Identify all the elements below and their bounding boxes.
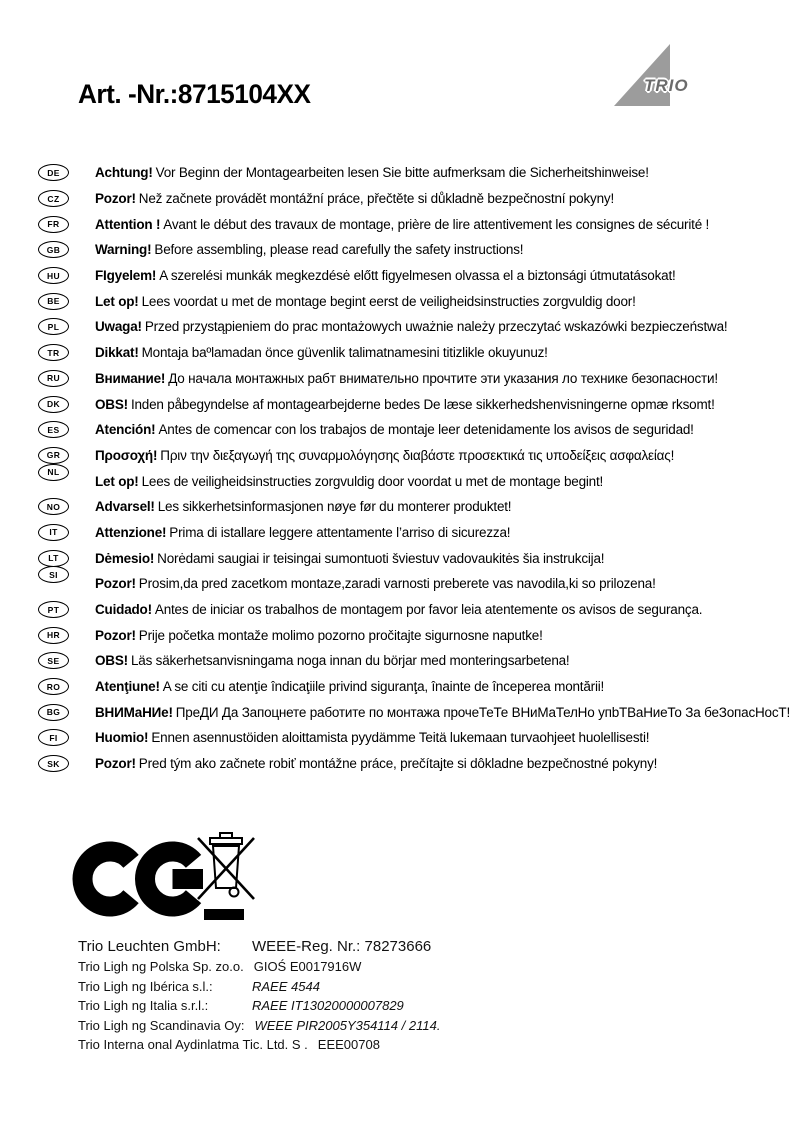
warning-sentence: Než začnete provádět montážní práce, přečtěte si důkladně bezpečnostní pokyny! bbox=[138, 191, 614, 207]
language-badge-hu: HU bbox=[38, 267, 69, 284]
warning-lead: Pozor! bbox=[95, 627, 136, 643]
company-name: Trio Leuchten GmbH: bbox=[78, 938, 221, 955]
warning-sentence: Prosim,da pred zacetkom montaze,zaradi varnosti preberete vas navodila,ki so prilozena! bbox=[138, 576, 656, 592]
warning-lead: Advarsel! bbox=[95, 499, 155, 515]
registration-number: EEE00708 bbox=[317, 1037, 380, 1052]
registration-row bbox=[78, 998, 440, 1018]
warning-text bbox=[95, 474, 603, 489]
warning-sentence: Before assembling, please read carefully the safety instructions! bbox=[154, 242, 524, 258]
warning-lead: Cuidado! bbox=[95, 602, 152, 618]
company-name: Trio Ligh ng Italia s.r.l.: bbox=[78, 998, 209, 1013]
warning-lead: OBS! bbox=[95, 396, 128, 412]
warning-text bbox=[95, 217, 709, 232]
warning-sentence: A se citi cu atenţie îndicaţiile privind siguranţa, înainte de începerea montării! bbox=[162, 679, 605, 695]
warning-lead: Huomio! bbox=[95, 730, 149, 746]
warning-row-pl bbox=[38, 314, 778, 340]
language-badge-pt: PT bbox=[38, 601, 69, 618]
warning-lead: FIgyelem! bbox=[95, 268, 157, 284]
warning-lead: ВНИМаНИе! bbox=[95, 704, 173, 720]
warning-lead: Προσοχή! bbox=[95, 447, 158, 463]
warning-text bbox=[95, 602, 702, 617]
warning-sentence: Inden påbegyndelse af montagearbejderne bedes De læse sikkerhedshenvisningerne opmæ rksomt! bbox=[130, 396, 715, 412]
language-badge-be: BE bbox=[38, 293, 69, 310]
language-badge-se: SE bbox=[38, 652, 69, 669]
warning-text bbox=[95, 628, 543, 643]
language-badge-cz: CZ bbox=[38, 190, 69, 207]
warning-text bbox=[95, 576, 656, 591]
warning-sentence: Antes de comencar con los trabajos de montaje leer detenidamente los avisos de seguridad! bbox=[158, 422, 694, 438]
warning-sentence: Lees de veiligheidsinstructies zorgvuldig door voordat u met de montage begint! bbox=[141, 473, 604, 489]
language-badge-dk: DK bbox=[38, 396, 69, 413]
warning-lead: Achtung! bbox=[95, 165, 153, 181]
warning-lead: Atenţiune! bbox=[95, 679, 160, 695]
warning-row-es bbox=[38, 417, 778, 443]
warning-row-ru bbox=[38, 366, 778, 392]
warning-text bbox=[95, 551, 604, 566]
warning-row-fr bbox=[38, 211, 778, 237]
language-badge-tr: TR bbox=[38, 344, 69, 361]
trio-logo bbox=[612, 42, 712, 108]
warning-sentence: Vor Beginn der Montagearbeiten lesen Sie bitte aufmerksam die Sicherheitshinweise! bbox=[155, 165, 649, 181]
company-name: Trio Ligh ng Scandinavia Oy: bbox=[78, 1017, 245, 1033]
registration-row bbox=[78, 938, 440, 959]
registration-number: WEEE-Reg. Nr.: 78273666 bbox=[252, 938, 432, 955]
warning-text bbox=[95, 397, 715, 412]
warning-row-si bbox=[38, 571, 778, 597]
warning-row-hu bbox=[38, 263, 778, 289]
warning-row-be bbox=[38, 288, 778, 314]
warning-sentence: Läs säkerhetsanvisningama noga innan du börjar med monteringsarbetena! bbox=[130, 653, 570, 669]
warning-text bbox=[95, 319, 727, 334]
warning-row-dk bbox=[38, 391, 778, 417]
registration-number: GIOŚ E0017916W bbox=[253, 959, 362, 974]
warning-row-hr bbox=[38, 622, 778, 648]
warning-lead: Attention ! bbox=[95, 216, 161, 232]
language-badge-lt: LT bbox=[38, 550, 69, 567]
warning-text bbox=[95, 756, 657, 771]
warning-sentence: Pred tým ako začnete robiť montážne práce, prečítajte si dôkladne bezpečnostné pokyny! bbox=[138, 756, 658, 772]
language-badge-gb: GB bbox=[38, 241, 69, 258]
warning-text bbox=[95, 191, 614, 206]
warning-lead: Dikkat! bbox=[95, 345, 139, 361]
company-name: Trio Interna onal Aydinlatma Tic. Ltd. S . bbox=[78, 1037, 308, 1052]
language-badge-no: NO bbox=[38, 498, 69, 515]
warning-text bbox=[95, 345, 548, 360]
warning-lead: Dėmesio! bbox=[95, 550, 155, 566]
warning-row-no bbox=[38, 494, 778, 520]
language-badge-si: SI bbox=[38, 566, 69, 583]
warning-row-fi bbox=[38, 725, 778, 751]
warning-text bbox=[95, 705, 790, 720]
warning-row-bg bbox=[38, 699, 790, 725]
language-badge-it: IT bbox=[38, 524, 69, 541]
warning-sentence: ПреДИ Да Запоцнете работите по монтажа прочеТеТе ВНиМаТелНо упbТВаНиеТо За беЗопасНосТ! bbox=[175, 704, 790, 720]
warning-lead: Pozor! bbox=[95, 576, 136, 592]
language-badge-es: ES bbox=[38, 421, 69, 438]
warning-row-ro bbox=[38, 674, 778, 700]
company-name: Trio Ligh ng Polska Sp. zo.o. bbox=[78, 959, 244, 974]
warning-row-tr bbox=[38, 340, 778, 366]
language-badge-de: DE bbox=[38, 164, 69, 181]
warning-lead: Atención! bbox=[95, 422, 156, 438]
warning-row-gr bbox=[38, 443, 778, 469]
warning-list bbox=[38, 160, 790, 777]
warning-lead: Внимание! bbox=[95, 370, 166, 386]
warning-sentence: Prima di istallare leggere attentamente l’arriso di sicurezza! bbox=[169, 524, 511, 540]
warning-row-it bbox=[38, 520, 778, 546]
language-badge-fr: FR bbox=[38, 216, 69, 233]
warning-text bbox=[95, 294, 636, 309]
ce-mark-icon bbox=[72, 838, 212, 925]
warning-sentence: До начала монтажных рабт внимательно прочтите эти указания ло технике безопасности! bbox=[168, 370, 718, 386]
warning-text bbox=[95, 422, 694, 437]
language-badge-pl: PL bbox=[38, 318, 69, 335]
warning-sentence: Montaja baºlamadan önce güvenlik talimatnamesini titizlikle okuyunuz! bbox=[141, 345, 548, 361]
warning-lead: Pozor! bbox=[95, 191, 136, 207]
warning-text bbox=[95, 165, 649, 180]
warning-text bbox=[95, 242, 523, 257]
warning-sentence: Πριν την διεξαγωγή της συναρμολόγησης διαβάστε προσεκτικά τις υποδείξεις ασφαλείας! bbox=[160, 447, 675, 463]
warning-lead: Let op! bbox=[95, 473, 139, 489]
warning-lead: Let op! bbox=[95, 293, 139, 309]
warning-text bbox=[95, 448, 674, 463]
warning-text bbox=[95, 499, 511, 514]
warning-row-nl bbox=[38, 468, 778, 494]
warning-sentence: Les sikkerhetsinformasjonen nøye før du monterer produktet! bbox=[157, 499, 512, 515]
warning-row-de bbox=[38, 160, 778, 186]
trio-logo-triangle-icon bbox=[612, 42, 674, 108]
warning-sentence: Avant le début des travaux de montage, prière de lire attentivement les consignes de sécurité ! bbox=[163, 216, 710, 232]
language-badge-ru: RU bbox=[38, 370, 69, 387]
registration-number: RAEE IT13020000007829 bbox=[252, 998, 404, 1013]
warning-row-se bbox=[38, 648, 778, 674]
language-badge-gr: GR bbox=[38, 447, 69, 464]
language-badge-fi: FI bbox=[38, 729, 69, 746]
warning-text bbox=[95, 525, 510, 540]
warning-row-cz bbox=[38, 186, 778, 212]
company-name: Trio Ligh ng Ibérica s.l.: bbox=[78, 978, 213, 994]
warning-sentence: Przed przystąpieniem do prac montażowych uważnie należy przeczytać wskazówki bezpieczeństwa! bbox=[144, 319, 728, 335]
article-number-title: Art. -Nr.:8715104XX bbox=[78, 79, 311, 109]
warning-row-pt bbox=[38, 597, 778, 623]
registration-number: RAEE 4544 bbox=[252, 978, 320, 994]
warning-sentence: Ennen asennustöiden aloittamista pyydämme Teitä lukemaan turvaohjeet huolellisesti! bbox=[151, 730, 650, 746]
registration-row bbox=[78, 1018, 440, 1038]
warning-lead: Warning! bbox=[95, 242, 152, 258]
language-badge-ro: RO bbox=[38, 678, 69, 695]
registration-row bbox=[78, 959, 440, 979]
warning-row-gb bbox=[38, 237, 778, 263]
warning-row-sk bbox=[38, 751, 778, 777]
warning-sentence: Lees voordat u met de montage begint eerst de veiligheidsinstructies zorgvuldig door! bbox=[141, 293, 636, 309]
warning-sentence: A szerelési munkák megkezdésė előtt figyelmesen olvassa el a biztonsági útmutatásokat! bbox=[159, 268, 676, 284]
warning-sentence: Norėdami saugiai ir teisingai sumontuoti šviestuv vadovaukitės šia instrukcija! bbox=[157, 550, 605, 566]
warning-text bbox=[95, 730, 649, 745]
registration-number: WEEE PIR2005Y354114 / 2114. bbox=[254, 1017, 441, 1033]
registration-list bbox=[78, 938, 440, 1057]
warning-row-lt bbox=[38, 545, 778, 571]
weee-crossed-out-bin-icon bbox=[196, 831, 256, 928]
warning-lead: Uwaga! bbox=[95, 319, 142, 335]
trio-logo-text: TRIO bbox=[644, 76, 689, 95]
registration-row bbox=[78, 1037, 440, 1057]
language-badge-nl: NL bbox=[38, 464, 69, 481]
warning-text bbox=[95, 653, 570, 668]
warning-sentence: Antes de iniciar os trabalhos de montagem por favor leia atentemente os avisos de segurança. bbox=[154, 602, 703, 618]
warning-text bbox=[95, 371, 718, 386]
language-badge-bg: BG bbox=[38, 704, 69, 721]
registration-row bbox=[78, 979, 440, 999]
language-badge-sk: SK bbox=[38, 755, 69, 772]
warning-text bbox=[95, 679, 604, 694]
warning-lead: Attenzione! bbox=[95, 524, 167, 540]
language-badge-hr: HR bbox=[38, 627, 69, 644]
warning-sentence: Prije početka montaže molimo pozorno pročitajte sigurnosne naputke! bbox=[138, 627, 543, 643]
warning-lead: Pozor! bbox=[95, 756, 136, 772]
warning-text bbox=[95, 268, 676, 283]
warning-lead: OBS! bbox=[95, 653, 128, 669]
